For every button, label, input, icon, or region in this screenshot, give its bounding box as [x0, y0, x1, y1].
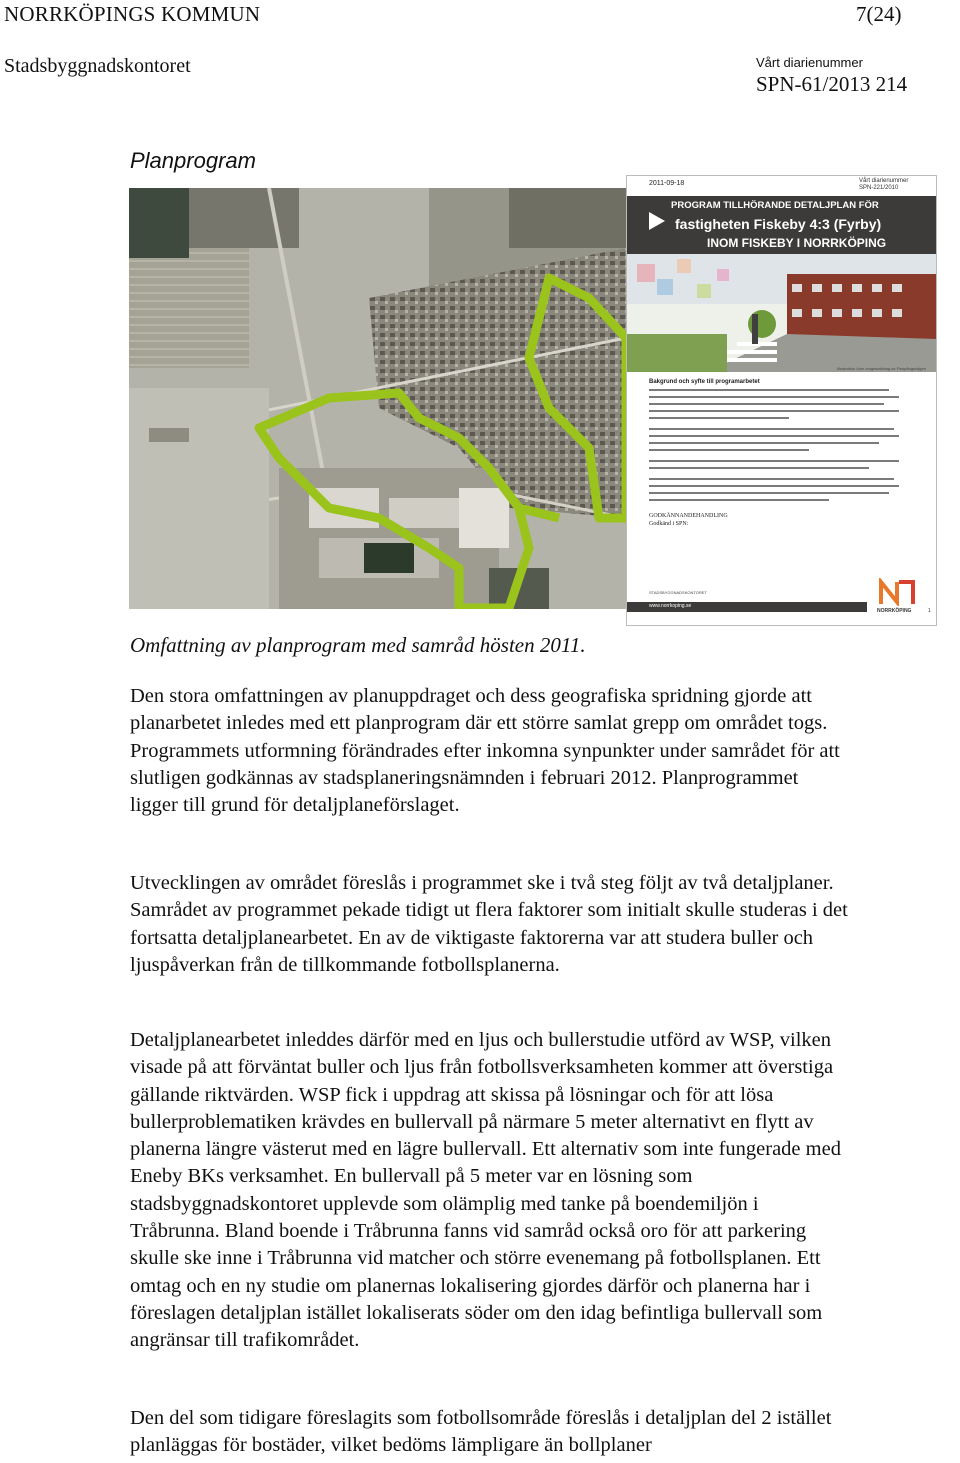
paragraph: Detaljplanearbetet inleddes därför med en ljus och bullerstudie utförd av WSP, vilken visade på att förväntat buller och ljus från fotbollsverksamheten kommer att överstiga gällande riktvärden. WSP fick i uppdrag att skissa på lösningar och för att lösa bullerproblematiken krävdes en bullervall på närmare 5 meter alternativt en flytt av planerna längre västerut med en lägre bullervall. Ett alternativ som inte fungerade med Eneby BKs verksamhet. En bullervall på 5 meter var en lösning som stadsbyggnadskontoret upplevde som olämplig med tanke på boendemiljön i Tråbrunna. Bland boende i Tråbrunna fanns vid samråd också oro för att parkering skulle ske inne i Tråbrunna vid matcher och större evenemang på fotbollsplanen. Ett omtag och en ny studie om planernas lokalisering gjordes därför och planerna har i föreslagen detaljplan istället lokaliserats söder om den idag befintliga bullervall som angränsar till trafikområdet. — [130, 1029, 841, 1352]
cover-text-line — [649, 467, 869, 469]
cover-illustration — [627, 254, 936, 372]
page-number: 7(24) — [856, 2, 902, 26]
cover-image-caption: Illustration över omgestaltning av Finspångsvägen — [837, 366, 926, 371]
cover-office: STADSBYGGNADSKONTORET — [649, 590, 707, 595]
play-arrow-icon — [649, 212, 665, 230]
figure-caption: Omfattning av planprogram med samråd hösten 2011. — [130, 633, 586, 657]
cover-diary-number: SPN-221/2010 — [859, 185, 899, 191]
cover-approval — [649, 512, 728, 528]
cover-text-line — [649, 396, 899, 398]
cover-text-line — [649, 410, 899, 412]
cover-text-line — [649, 435, 899, 437]
cover-approval-title: GODKÄNNANDEHANDLING — [649, 513, 728, 519]
cover-text-line — [649, 478, 894, 480]
paragraph: Den stora omfattningen av planuppdraget och dess geografiska spridning gjorde att planarbetet inledes med ett planprogram där ett större samlat grepp om området togs. Programmets utformning förändrades efter inkomna synpunkter under samrådet för att slutligen godkännas av stadsplaneringsnämnden i februari 2012. Planprogrammet ligger till grund för detaljplaneförslaget. — [130, 685, 840, 817]
diary-number: SPN-61/2013 214 — [756, 72, 908, 96]
diary-label: Vårt diarienummer — [756, 55, 863, 70]
cover-text-line — [649, 417, 789, 419]
cover-text-line — [649, 428, 894, 430]
aerial-photo — [129, 188, 626, 609]
cover-text-line — [649, 492, 889, 494]
cover-diary — [859, 178, 908, 192]
norrkoping-logo-icon — [877, 578, 917, 606]
cover-text-line — [649, 499, 829, 501]
cover-text-line — [649, 449, 809, 451]
cover-logo-text: NORRKÖPING — [877, 608, 912, 614]
cover-page-number: 1 — [928, 608, 931, 614]
program-cover — [626, 175, 937, 626]
cover-approved-by: Godkänd i SPN: — [649, 521, 689, 527]
cover-text-line — [649, 442, 879, 444]
cover-text-line — [649, 485, 899, 487]
cover-date: 2011-09-18 — [649, 180, 685, 187]
cover-url: www.norrkoping.se — [649, 603, 692, 609]
org-name: NORRKÖPINGS KOMMUN — [4, 2, 261, 26]
cover-title-line3: INOM FISKEBY I NORRKÖPING — [707, 236, 887, 250]
department: Stadsbyggnadskontoret — [4, 55, 191, 77]
paragraph: Den del som tidigare föreslagits som fotbollsområde föreslås i detaljplan del 2 istället planläggas för bostäder, vilket bedöms lämpligare än bollplaner — [130, 1407, 832, 1457]
cover-title-line1: PROGRAM TILLHÖRANDE DETALJPLAN FÖR — [671, 200, 879, 211]
cover-text-line — [649, 389, 889, 391]
cover-text-line — [649, 403, 884, 405]
paragraph: Utvecklingen av området föreslås i programmet ske i två steg följt av två detaljplaner. Samrådet av programmet pekade tidigt ut flera faktorer som initialt skulle studeras i det fortsatta detaljplanearbetet. En av de viktigaste faktorerna var att studera buller och ljuspåverkan från de tillkommande fotbollsplanerna. — [130, 872, 848, 976]
cover-text-line — [649, 460, 899, 462]
section-title: Planprogram — [130, 148, 256, 173]
cover-title-line2: fastigheten Fiskeby 4:3 (Fyrby) — [675, 216, 882, 232]
cover-background-heading: Bakgrund och syfte till programarbetet — [649, 379, 760, 385]
cover-diary-label: Vårt diarienummer — [859, 178, 909, 184]
